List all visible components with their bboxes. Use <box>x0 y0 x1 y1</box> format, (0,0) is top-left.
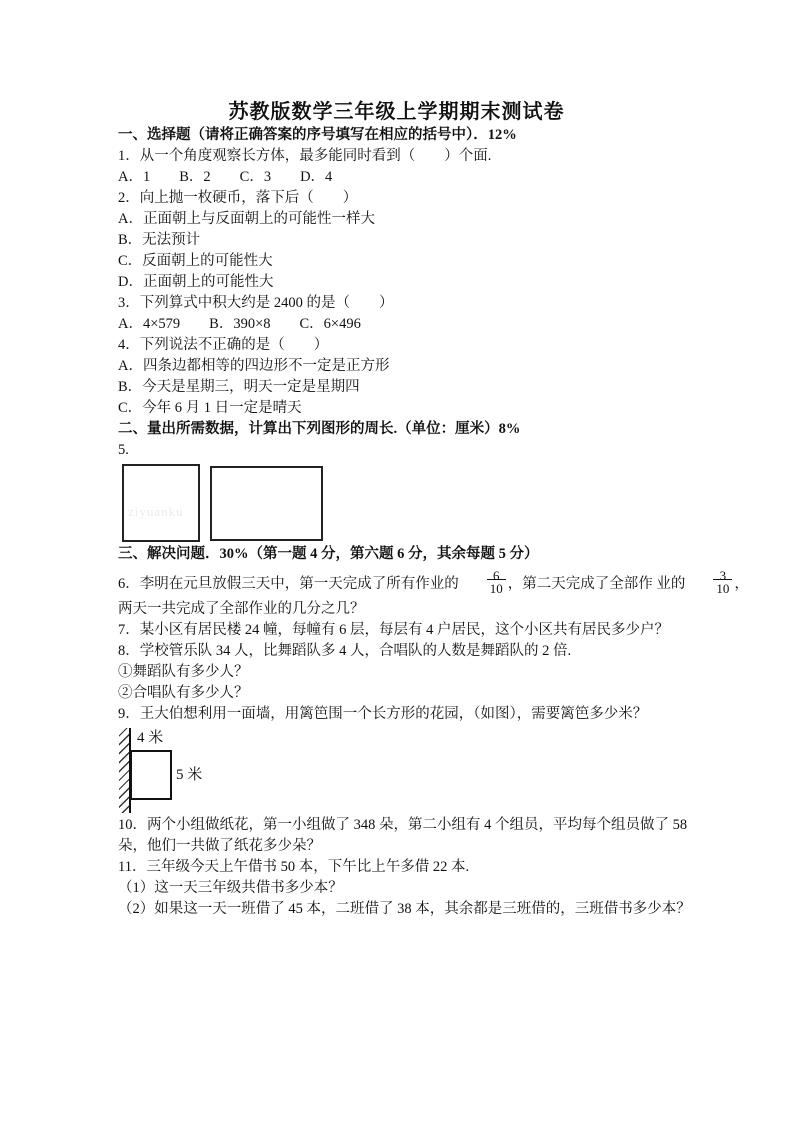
fraction-denominator: 10 <box>487 579 506 596</box>
fraction-3-10 <box>687 556 732 608</box>
question-9-diagram <box>118 725 693 815</box>
question-4: 4．下列说法不正确的是（ ） <box>118 337 329 353</box>
question-11: 11．三年级今天上午借书 50 本，下午比上午多借 22 本. <box>118 859 470 875</box>
question-2-option-b: B．无法预计 <box>118 232 201 248</box>
garden-width-label: 4 米 <box>137 730 164 746</box>
garden-rectangle <box>130 750 172 800</box>
question-1-options: A．1 B．2 C．3 D．4 <box>118 169 333 185</box>
fraction-numerator: 3 <box>719 568 727 583</box>
page-content <box>0 100 793 920</box>
question-5-figures <box>118 464 693 544</box>
question-6-text-3: ， <box>734 575 749 592</box>
question-4-option-c: C．今年 6 月 1 日一定是晴天 <box>118 400 302 416</box>
question-11-sub2: （2）如果这一天一班借了 45 本，二班借了 38 本，其余都是三班借的，三班借书多少本？ <box>118 901 691 917</box>
section1-heading: 一、选择题（请将正确答案的序号填写在相应的括号中）．12% <box>118 127 517 143</box>
question-10-line2: 朵，他们一共做了纸花多少朵？ <box>118 838 321 854</box>
wall-hatching <box>119 728 129 813</box>
question-10-line1: 10．两个小组做纸花，第一小组做了 348 朵，第二小组有 4 个组员，平均每个组员做了 58 <box>118 817 688 833</box>
question-11-sub1: （1）这一天三年级共借书多少本？ <box>118 880 343 896</box>
question-3: 3．下列算式中积大约是 2400 的是（ ） <box>118 295 394 311</box>
question-8: 8．学校管乐队 34 人，比舞蹈队多 4 人，合唱队的人数是舞蹈队的 2 倍. <box>118 643 572 659</box>
question-7: 7．某小区有居民楼 24 幢，每幢有 6 层，每层有 4 户居民，这个小区共有居民多少户？ <box>118 622 669 638</box>
fraction-denominator: 10 <box>713 579 732 596</box>
question-6-line1 <box>118 565 749 599</box>
page-title: 苏教版数学三年级上学期期末测试卷 <box>228 101 565 123</box>
square-figure <box>122 464 200 542</box>
question-6-text-2: ，第二天完成了全部作 业的 <box>507 575 686 592</box>
question-8-sub2: ②合唱队有多少人？ <box>118 685 249 701</box>
section2-heading: 二、量出所需数据，计算出下列图形的周长.（单位：厘米）8% <box>118 421 521 437</box>
garden-height-label: 5 米 <box>176 767 203 783</box>
question-1: 1．从一个角度观察长方体，最多能同时看到（ ）个面. <box>118 148 492 164</box>
question-6-line2: 两天一共完成了全部作业的几分之几？ <box>118 601 365 617</box>
question-2: 2．向上抛一枚硬币，落下后（ ） <box>118 190 358 206</box>
question-6-text-1: 6．李明在元旦放假三天中，第一天完成了所有作业的 <box>118 575 459 592</box>
section3-heading: 三、解决问题．30%（第一题 4 分，第六题 6 分，其余每题 5 分） <box>118 546 539 562</box>
fraction-numerator: 6 <box>493 568 500 583</box>
question-3-options: A．4×579 B．390×8 C．6×496 <box>118 316 361 332</box>
question-4-option-b: B．今天是星期三，明天一定是星期四 <box>118 379 360 395</box>
rectangle-figure <box>210 466 323 541</box>
question-2-option-d: D．正面朝上的可能性大 <box>118 274 274 290</box>
question-8-sub1: ①舞蹈队有多少人？ <box>118 664 249 680</box>
question-4-option-a: A．四条边都相等的四边形不一定是正方形 <box>118 358 390 374</box>
question-2-option-c: C．反面朝上的可能性大 <box>118 253 273 269</box>
question-2-option-a: A．正面朝上与反面朝上的可能性一样大 <box>118 211 375 227</box>
question-9: 9．王大伯想利用一面墙，用篱笆围一个长方形的花园，（如图），需要篱笆多少米？ <box>118 706 648 722</box>
fraction-6-10 <box>461 556 506 608</box>
watermark-text: ziyuanku <box>128 504 184 519</box>
question-5-label: 5. <box>118 442 129 458</box>
